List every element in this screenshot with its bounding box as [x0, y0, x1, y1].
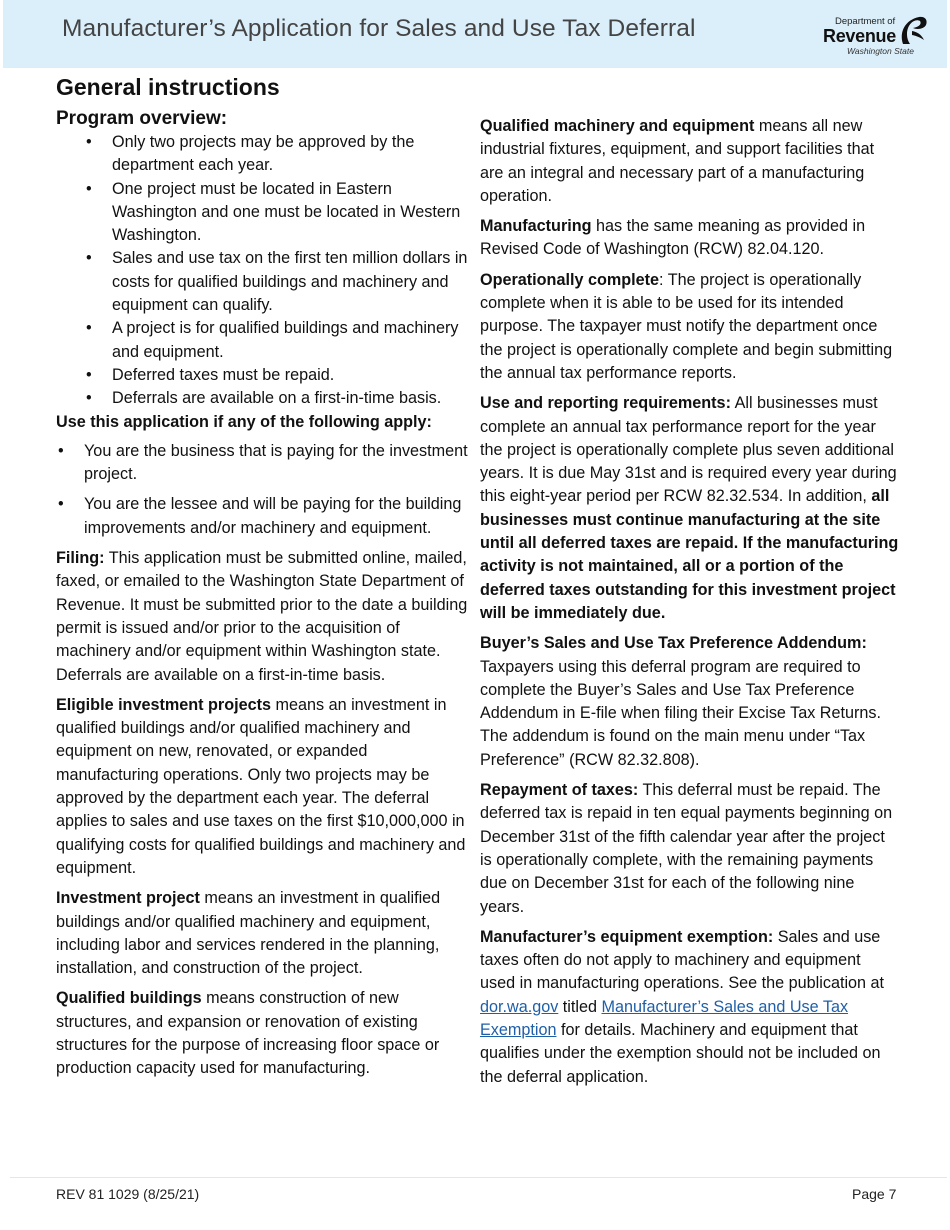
logo-revenue-text: Revenue: [823, 26, 896, 46]
term-label: Manufacturer’s equipment exemption:: [480, 927, 774, 946]
term-label: Eligible investment projects: [56, 695, 271, 714]
dor-website-link[interactable]: dor.wa.gov: [480, 997, 559, 1016]
term-label: Use and reporting requirements:: [480, 394, 731, 413]
dor-logo: [821, 12, 933, 58]
equipment-exemption-paragraph: [480, 926, 900, 1089]
qualified-machinery-paragraph: [480, 115, 900, 208]
term-label: Filing:: [56, 549, 105, 568]
footer-divider: [10, 1177, 947, 1178]
repayment-paragraph: [480, 779, 900, 919]
emphasis-text: all businesses must continue manufacturing at the site until all deferred taxes are repaid. If the manufacturing activity is not maintained, all or a portion of the deferred taxes outstanding for this investment project will be immediately due.: [480, 487, 899, 622]
logo-state-text: Washington State: [847, 46, 914, 56]
list-item: • Only two projects may be approved by the department each year.: [56, 131, 472, 178]
paragraph-text: This deferral must be repaid. The deferred tax is repaid in ten equal payments beginning on December 31st of the fifth calendar year after the project is operationally complete, with the remaining payments due on December 31st for each of the following nine years.: [480, 781, 893, 916]
section-heading: General instructions: [56, 74, 280, 100]
investment-project-paragraph: [56, 887, 472, 980]
paragraph-text: means all new industrial fixtures, equipment, and support facilities that are an integral and necessary part of a manufacturing operation.: [480, 117, 875, 205]
filing-paragraph: [56, 547, 472, 687]
list-item: • You are the business that is paying for the investment project.: [56, 440, 472, 487]
paragraph-text: : The project is operationally complete when it is able to be used for its intended purpose. The taxpayer must notify the department once the project is operationally complete and begin submitting the annual tax performance reports.: [480, 270, 893, 382]
term-label: Operationally complete: [480, 270, 660, 289]
paragraph-text: means construction of new structures, and expansion or renovation of existing structures for the purpose of increasing floor space or production capacity used for manufacturing.: [56, 989, 440, 1078]
applies-heading: Use this application if any of the following apply:: [56, 412, 432, 431]
operationally-complete-paragraph: [480, 269, 900, 385]
page-header: [3, 0, 947, 68]
addendum-paragraph: [480, 632, 900, 772]
term-label: Qualified machinery and equipment: [480, 117, 755, 135]
left-column: [56, 70, 472, 1088]
applies-list: [56, 440, 472, 540]
program-overview-heading: Program overview:: [56, 108, 228, 129]
qualified-buildings-paragraph: [56, 987, 472, 1080]
exemption-publication-link[interactable]: Manufacturer’s Sales and Use Tax Exemption: [480, 997, 849, 1039]
paragraph-text: Sales and use taxes often do not apply to machinery and equipment used in manufacturing operations. See the publication at: [480, 927, 885, 993]
list-item: • Deferred taxes must be repaid.: [56, 364, 472, 387]
page-number: Page 7: [852, 1186, 897, 1202]
term-label: Qualified buildings: [56, 989, 202, 1008]
paragraph-text: This application must be submitted online, mailed, faxed, or emailed to the Washington State Department of Revenue. It must be submitted prior to the date a building permit is issued and/or prior to the acquisition of machinery and/or equipment within Washington state. Deferrals are available on a first-in-time basis.: [56, 549, 468, 684]
term-label: Investment project: [56, 889, 200, 908]
reporting-requirements-paragraph: [480, 392, 900, 625]
paragraph-text: All businesses must complete an annual tax performance report for the year the project is operationally complete plus seven additional years. It is due May 31st and is required every year during this eight-year period per RCW 82.32.534. In addition,: [480, 394, 897, 506]
term-label: Manufacturing: [480, 217, 592, 236]
paragraph-text: Taxpayers using this deferral program are required to complete the Buyer’s Sales and Use Tax Preference Addendum in E-file when filing their Excise Tax Returns. The addendum is found on the main menu under “Tax Preference” (RCW 82.32.808).: [480, 657, 881, 769]
list-item: • One project must be located in Eastern Washington and one must be located in Western Washington.: [56, 178, 472, 248]
paragraph-text: means an investment in qualified buildings and/or qualified machinery and equipment, including labor and services rendered in the planning, installation, and construction of the project.: [56, 889, 441, 978]
logo-department-text: Department of: [835, 16, 896, 27]
right-column: [480, 115, 900, 1096]
form-id: REV 81 1029 (8/25/21): [56, 1186, 200, 1202]
document-title: Manufacturer’s Application for Sales and Use Tax Deferral: [62, 15, 696, 42]
list-item: • Deferrals are available on a first-in-time basis.: [56, 387, 472, 410]
list-item: • You are the lessee and will be paying for the building improvements and/or machinery and equipment.: [56, 493, 472, 540]
paragraph-text: means an investment in qualified buildings and/or qualified machinery and equipment on new, renovated, or expanded manufacturing operations. Only two projects may be approved by the department each year. The deferral applies to sales and use taxes on the first $10,000,000 in qualifying costs for qualified buildings and machinery and equipment.: [56, 695, 466, 877]
manufacturing-paragraph: [480, 215, 900, 262]
paragraph-text: titled: [558, 997, 602, 1016]
dor-swirl-logo-icon: [897, 14, 929, 46]
program-overview-list: [56, 131, 472, 411]
list-item: • A project is for qualified buildings and machinery and equipment.: [56, 317, 472, 364]
eligible-projects-paragraph: [56, 694, 472, 880]
paragraph-text: for details. Machinery and equipment that qualifies under the exemption should not be included on the deferral application.: [480, 1020, 881, 1086]
term-label: Repayment of taxes:: [480, 781, 639, 800]
list-item: • Sales and use tax on the first ten million dollars in costs for qualified buildings and machinery and equipment can qualify.: [56, 247, 472, 317]
paragraph-text: has the same meaning as provided in Revised Code of Washington (RCW) 82.04.120.: [480, 217, 866, 259]
term-label: Buyer’s Sales and Use Tax Preference Addendum:: [480, 634, 867, 653]
